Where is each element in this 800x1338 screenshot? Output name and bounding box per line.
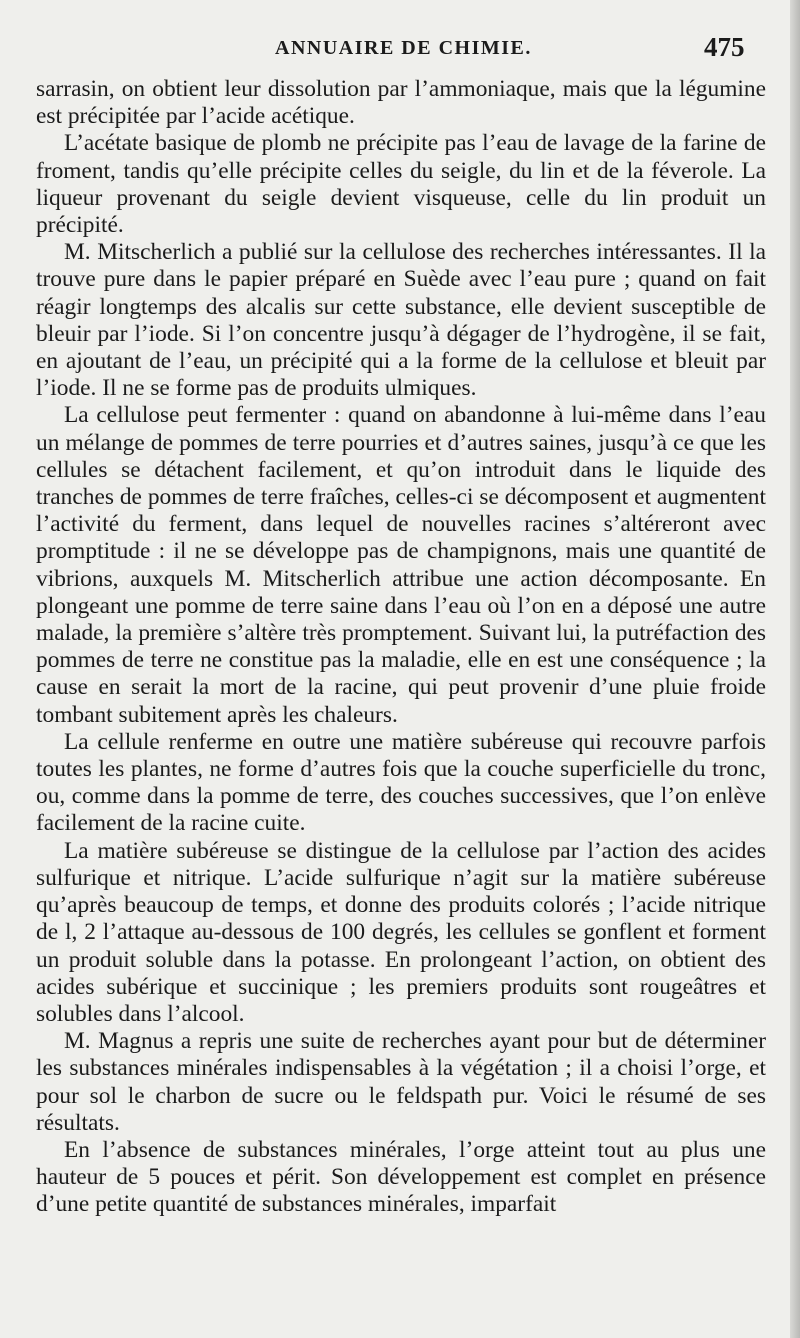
paragraph-absence-substances: En l’absence de substances minérales, l’orge atteint tout au plus une hauteur de 5 pouces et périt. Son développement est complet en présence d’une petite quantité de substances minérales, imparfait: [36, 1136, 766, 1218]
paragraph-acides-sulfurique-nitrique: La matière subéreuse se distingue de la cellulose par l’action des acides sulfurique et nitrique. L’acide sulfurique n’agit sur la matière subéreuse qu’après beaucoup de temps, et donne des produits colorés ; l’acide nitrique de l, 2 l’attaque au-dessous de 100 degrés, les cellules se gonflent et forment un produit soluble dans la potasse. En prolongeant l’action, on obtient des acides subérique et succinique ; les premiers produits sont rougeâtres et solubles dans l’alcool.: [36, 837, 766, 1027]
page-edge-shadow: [790, 0, 800, 1338]
paragraph-cellulose-fermentation: La cellulose peut fermenter : quand on abandonne à lui-même dans l’eau un mélange de pommes de terre pourries et d’autres saines, jusqu’à ce que les cellules se détachent facilement, et qu’on introduit dans le liquide des tranches de pommes de terre fraîches, celles-ci se décomposent et augmentent l’activité du ferment, dans lequel de nouvelles racines s’altéreront avec promptitude : il ne se développe pas de champignons, mais une quantité de vibrions, auxquels M. Mitscherlich attribue une action décomposante. En plongeant une pomme de terre saine dans l’eau où l’on en a déposé une autre malade, la première s’altère très promptement. Suivant lui, la putréfaction des pommes de terre ne constitue pas la maladie, elle en est une conséquence ; la cause en serait la mort de la racine, qui peut provenir d’une pluie froide tombant subitement après les chaleurs.: [36, 402, 766, 728]
paragraph-acetate-plomb: L’acétate basique de plomb ne précipite pas l’eau de lavage de la farine de froment, tandis qu’elle précipite celles du seigle, du lin et de la féverole. La liqueur provenant du seigle devient visqueuse, celle du lin produit un précipité.: [36, 130, 766, 239]
paragraph-mitscherlich-cellulose: M. Mitscherlich a publié sur la cellulose des recherches intéressantes. Il la trouve pure dans le papier préparé en Suède avec l’eau pure ; quand on fait réagir longtemps des alcalis sur cette substance, elle devient susceptible de bleuir par l’iode. Si l’on concentre jusqu’à dégager de l’hydrogène, il se fait, en ajoutant de l’eau, un précipité qui a la forme de la cellulose et bleuit par l’iode. Il ne se forme pas de produits ulmiques.: [36, 239, 766, 402]
paragraph-magnus-recherches: M. Magnus a repris une suite de recherches ayant pour but de déterminer les substances minérales indispensables à la végétation ; il a choisi l’orge, et pour sol le charbon de sucre ou le feldspath pur. Voici le résumé de ses résultats.: [36, 1028, 766, 1136]
page-number: 475: [704, 32, 745, 62]
page-header: [0, 30, 800, 66]
running-title: ANNUAIRE DE CHIMIE.: [275, 37, 532, 59]
paragraph-continued: sarrasin, on obtient leur dissolution par l’ammoniaque, mais que la légumine est précipitée par l’acide acétique.: [36, 76, 766, 130]
body-text: [36, 76, 766, 1219]
paragraph-matiere-subereuse: La cellule renferme en outre une matière subéreuse qui recouvre parfois toutes les plantes, ne forme d’autres fois que la couche superficielle du tronc, ou, comme dans la pomme de terre, des couches successives, que l’on enlève facilement de la racine cuite.: [36, 728, 766, 837]
